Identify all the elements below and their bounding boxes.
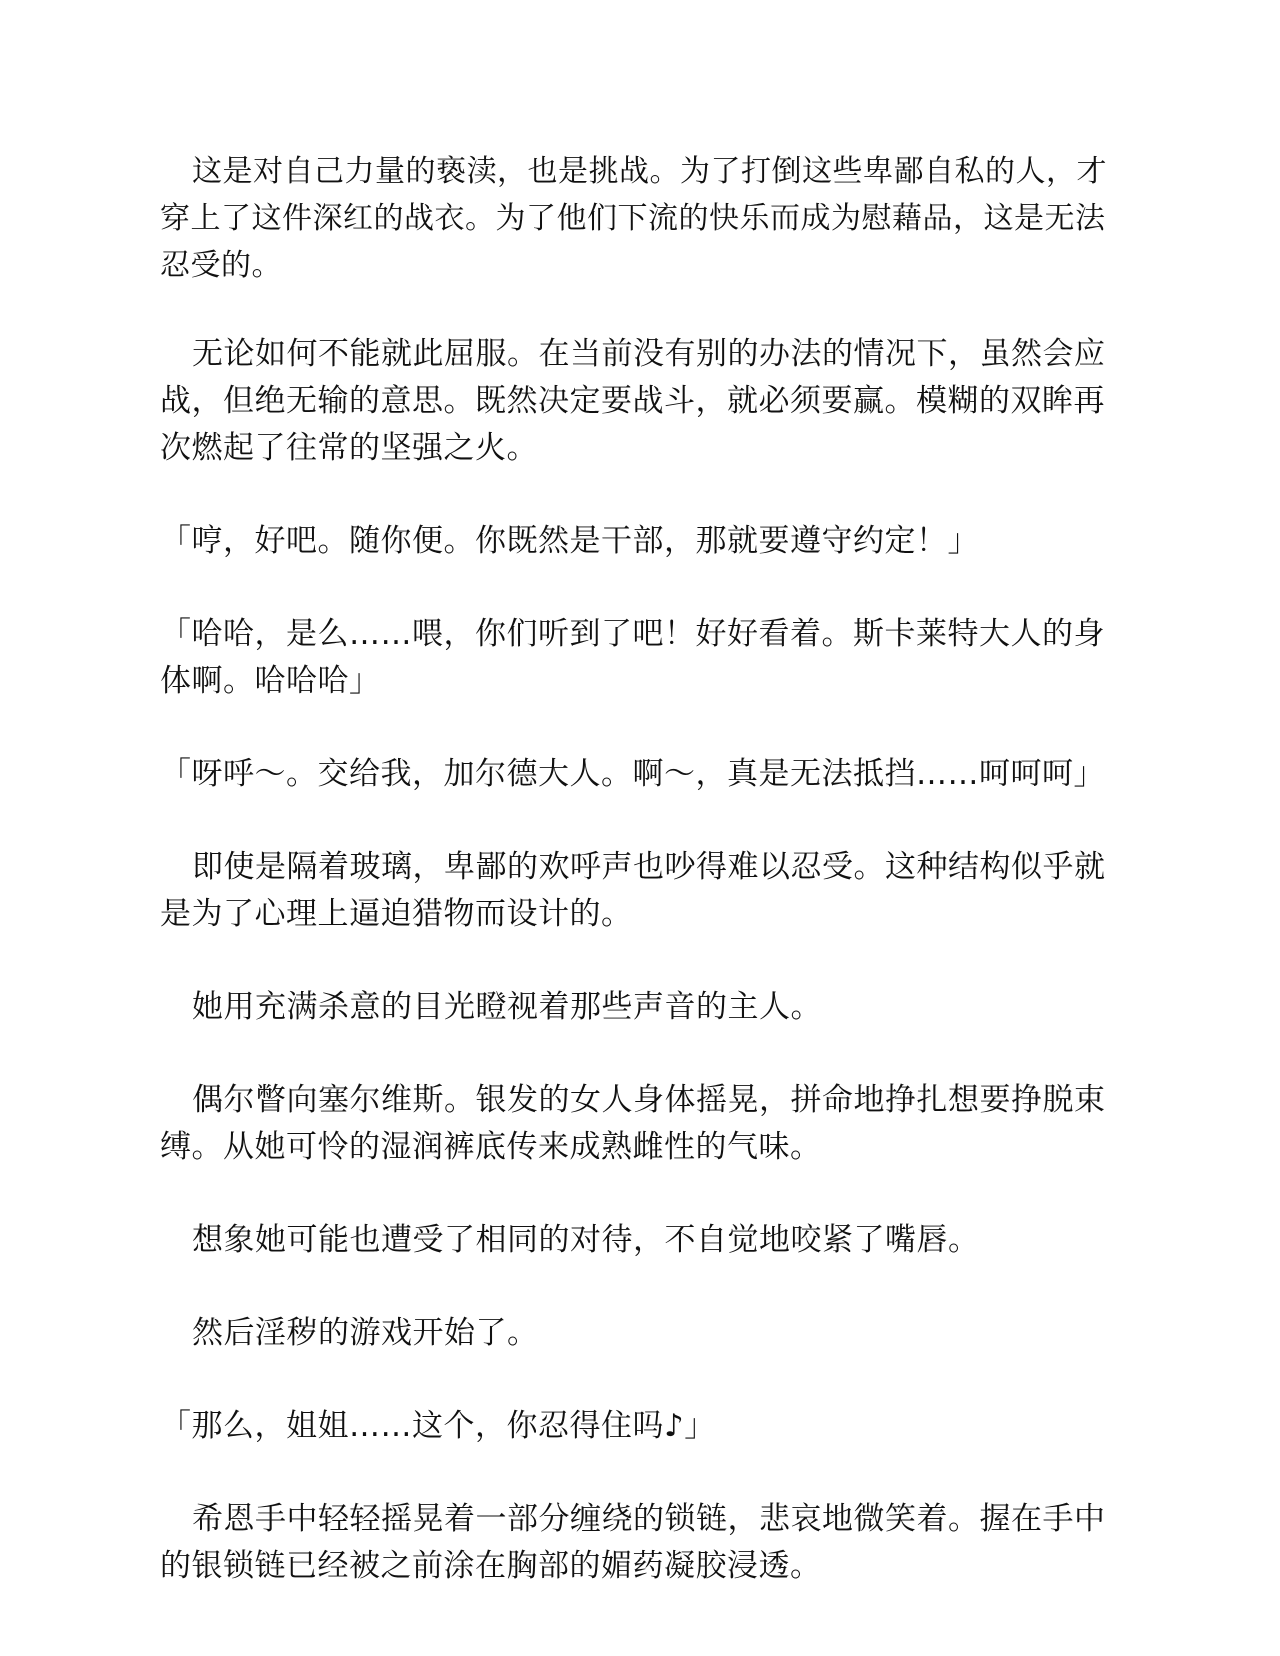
paragraph-8: 希恩手中轻轻摇晃着一部分缠绕的锁链，悲哀地微笑着。握在手中的银锁链已经被之前涂在胸部的媚药凝胶浸透。 (160, 1501, 1106, 1584)
dialogue-1: 「哼，好吧。随你便。你既然是干部，那就要遵守约定！」 (160, 523, 979, 559)
dialogue-2: 「哈哈，是么……喂，你们听到了吧！好好看着。斯卡莱特大人的身体啊。哈哈哈」 (160, 616, 1105, 699)
dialogue-3: 「呀呼～。交给我，加尔德大人。啊～，真是无法抵挡……呵呵呵」 (160, 756, 1105, 792)
dialogue-4: 「那么，姐姐……这个，你忍得住吗♪」 (160, 1408, 716, 1444)
paragraph-4: 她用充满杀意的目光瞪视着那些声音的主人。 (192, 989, 822, 1025)
paragraph-7: 然后淫秽的游戏开始了。 (192, 1315, 539, 1351)
paragraph-6: 想象她可能也遭受了相同的对待，不自觉地咬紧了嘴唇。 (192, 1222, 980, 1258)
paragraph-5: 偶尔瞥向塞尔维斯。银发的女人身体摇晃，拼命地挣扎想要挣脱束缚。从她可怜的湿润裤底传来成熟雌性的气味。 (160, 1082, 1106, 1165)
document-page (160, 148, 1120, 1636)
paragraph-1: 这是对自己力量的亵渎，也是挑战。为了打倒这些卑鄙自私的人，才穿上了这件深红的战衣。为了他们下流的快乐而成为慰藉品，这是无法忍受的。 (160, 154, 1107, 283)
paragraph-2: 无论如何不能就此屈服。在当前没有别的办法的情况下，虽然会应战，但绝无输的意思。既然决定要战斗，就必须要赢。模糊的双眸再次燃起了往常的坚强之火。 (160, 336, 1106, 466)
paragraph-3: 即使是隔着玻璃，卑鄙的欢呼声也吵得难以忍受。这种结构似乎就是为了心理上逼迫猎物而设计的。 (160, 849, 1106, 932)
